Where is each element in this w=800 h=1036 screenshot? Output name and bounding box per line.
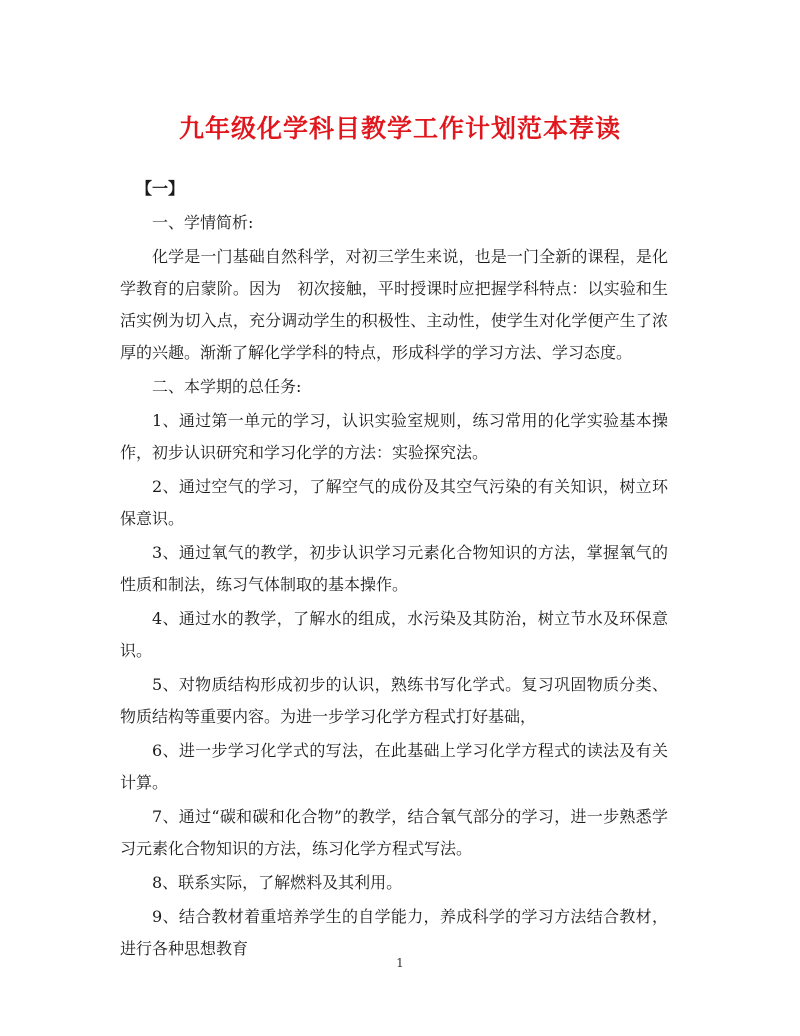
paragraph-situation: 化学是一门基础自然科学，对初三学生来说，也是一门全新的课程，是化学教育的启蒙阶。因为 初次接触，平时授课时应把握学科特点：以实验和生活实例为切入点，充分调动学生的积极性、主动性，使学生对化学便产生了浓厚的兴趣。渐渐了解化学学科的特点，形成科学的学习方法、学习态度。 (120, 247, 668, 362)
section-mark: 【一】 (136, 179, 185, 198)
heading-situation: 一、学情简析: (152, 213, 254, 232)
task-item-8: 8、联系实际，了解燃料及其利用。 (152, 873, 403, 892)
document-title: 九年级化学科目教学工作计划范本荐读 (178, 114, 621, 143)
task-item-5: 5、对物质结构形成初步的认识，熟练书写化学式。复习巩固物质分类、物质结构等重要内容。为进一步学习化学方程式打好基础， (120, 675, 668, 726)
task-item-9: 9、结合教材着重培养学生的自学能力，养成科学的学习方法结合教材，进行各种思想教育 (120, 907, 668, 958)
task-item-7: 7、通过“碳和碳和化合物”的教学，结合氧气部分的学习，进一步熟悉学习元素化合物知识的方法，练习化学方程式写法。 (120, 807, 668, 858)
task-item-6: 6、进一步学习化学式的写法，在此基础上学习化学方程式的读法及有关计算。 (120, 741, 668, 792)
task-item-1: 1、通过第一单元的学习，认识实验室规则，练习常用的化学实验基本操作，初步认识研究和学习化学的方法：实验探究法。 (120, 411, 668, 462)
page-number: 1 (396, 956, 404, 970)
document-body (120, 173, 668, 967)
heading-tasks: 二、本学期的总任务: (152, 377, 302, 396)
task-item-3: 3、通过氧气的教学，初步认识学习元素化合物知识的方法，掌握氧气的性质和制法，练习气体制取的基本操作。 (120, 543, 668, 594)
task-item-4: 4、通过水的教学，了解水的组成，水污染及其防治，树立节水及环保意识。 (120, 609, 668, 660)
task-item-2: 2、通过空气的学习，了解空气的成份及其空气污染的有关知识，树立环保意识。 (120, 477, 668, 528)
